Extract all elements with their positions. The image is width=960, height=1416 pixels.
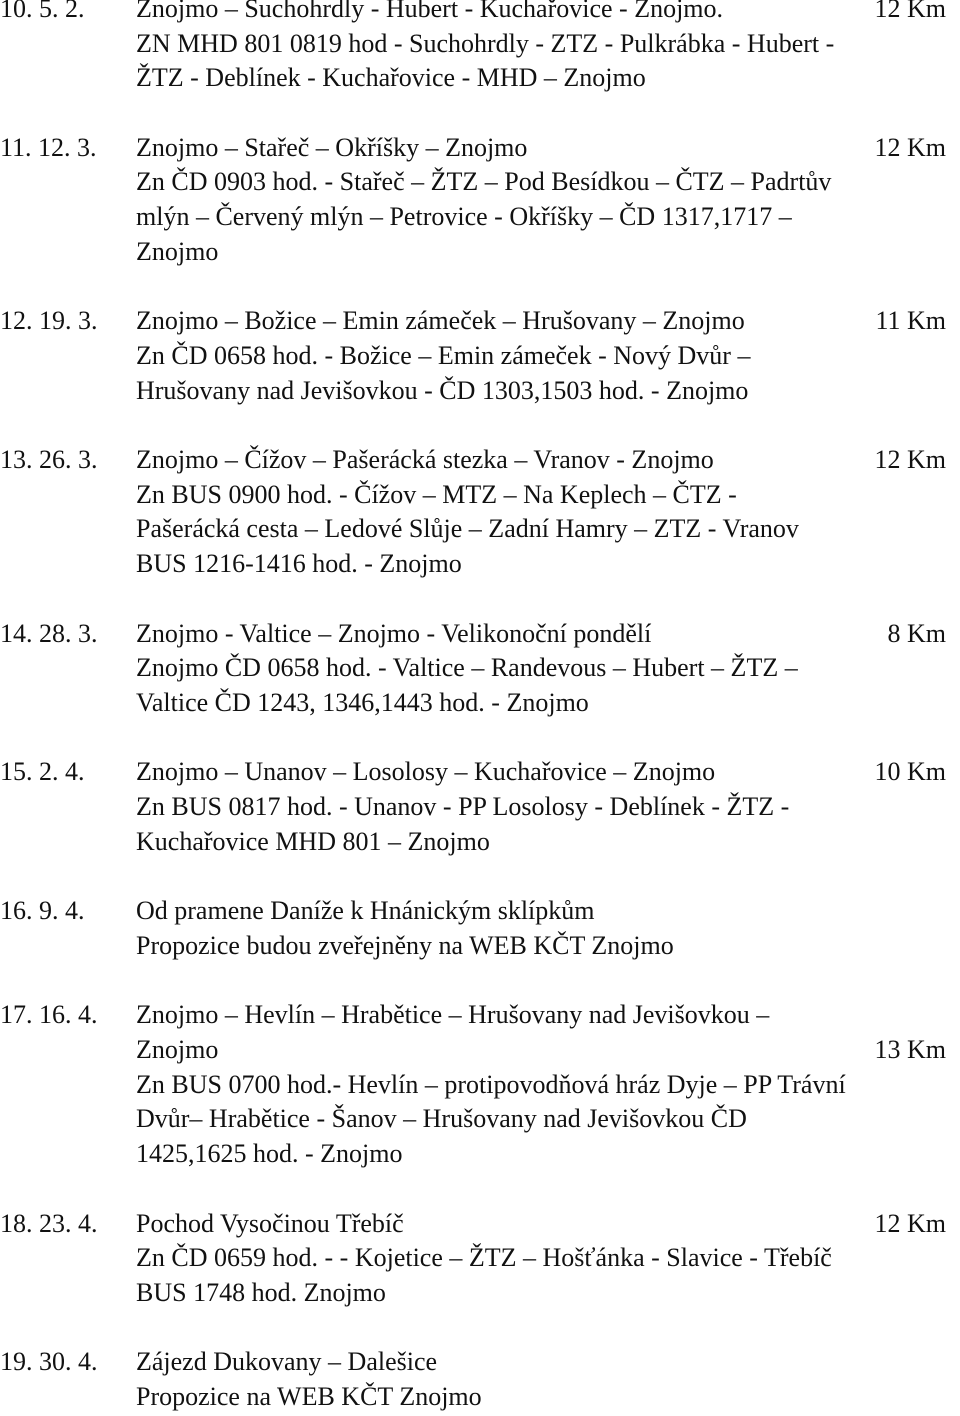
- entry-detail-line: Zn BUS 0700 hod.- Hevlín – protipovodňová hráz Dyje – PP Trávní: [136, 1069, 846, 1099]
- entry-title: Znojmo - Valtice – Znojmo - Velikonoční pondělí: [136, 618, 652, 648]
- schedule-entry: [0, 443, 960, 582]
- entry-number-date: 18. 23. 4.: [0, 1208, 98, 1238]
- entry-detail-line: Propozice budou zveřejněny na WEB KČT Znojmo: [136, 930, 674, 960]
- schedule-entry: [0, 131, 960, 270]
- entry-number-date: 19. 30. 4.: [0, 1347, 98, 1377]
- entry-detail-line: Zn BUS 0900 hod. - Čížov – MTZ – Na Keplech – ČTZ -: [136, 479, 737, 509]
- entry-distance: 12 Km: [874, 1208, 946, 1238]
- schedule-entry: [0, 998, 960, 1172]
- entry-title: Znojmo – Čížov – Pašerácká stezka – Vranov - Znojmo: [136, 445, 714, 475]
- entry-title: Znojmo – Božice – Emin zámeček – Hrušovany – Znojmo: [136, 306, 745, 336]
- schedule-entry: [0, 755, 960, 859]
- entry-distance: 8 Km: [887, 618, 946, 648]
- entry-title: Znojmo – Unanov – Losolosy – Kuchařovice – Znojmo: [136, 757, 716, 787]
- entry-distance: 12 Km: [874, 445, 946, 475]
- entry-title: Znojmo – Hevlín – Hrabětice – Hrušovany nad Jevišovkou –: [136, 1000, 770, 1030]
- schedule-entry: [0, 304, 960, 408]
- entry-detail-line: Propozice na WEB KČT Znojmo: [136, 1381, 482, 1411]
- schedule-entry: [0, 1207, 960, 1311]
- entry-number-date: 13. 26. 3.: [0, 445, 98, 475]
- entry-distance: 13 Km: [874, 1034, 946, 1064]
- entry-number-date: 12. 19. 3.: [0, 306, 98, 336]
- schedule-entry: [0, 617, 960, 721]
- entry-detail-line: Pašerácká cesta – Ledové Slůje – Zadní Hamry – ZTZ - Vranov: [136, 514, 799, 544]
- entry-detail-line: Zn ČD 0903 hod. - Stařeč – ŽTZ – Pod Besídkou – ČTZ – Padrtův: [136, 167, 832, 197]
- schedule-entry: [0, 1345, 960, 1414]
- entry-detail-line: ŽTZ - Deblínek - Kuchařovice - MHD – Znojmo: [136, 63, 646, 93]
- entry-title: Zájezd Dukovany – Dalešice: [136, 1347, 438, 1377]
- entry-detail-line: BUS 1748 hod. Znojmo: [136, 1277, 386, 1307]
- entry-distance: 11 Km: [875, 306, 946, 336]
- entry-number-date: 10. 5. 2.: [0, 0, 85, 23]
- entry-number-date: 17. 16. 4.: [0, 1000, 98, 1030]
- entry-detail-line: Znojmo: [136, 1034, 219, 1064]
- entry-detail-line: Znojmo: [136, 236, 219, 266]
- entry-distance: 10 Km: [874, 757, 946, 787]
- entry-detail-line: 1425,1625 hod. - Znojmo: [136, 1139, 403, 1169]
- schedule-entry: [0, 0, 960, 96]
- entry-detail-line: Zn BUS 0817 hod. - Unanov - PP Losolosy - Deblínek - ŽTZ -: [136, 792, 790, 822]
- schedule-entry: [0, 894, 960, 963]
- entry-number-date: 11. 12. 3.: [0, 132, 97, 162]
- entry-title: Znojmo – Suchohrdly - Hubert - Kuchařovice - Znojmo.: [136, 0, 724, 23]
- entry-title: Znojmo – Stařeč – Okříšky – Znojmo: [136, 132, 528, 162]
- entry-detail-line: BUS 1216-1416 hod. - Znojmo: [136, 549, 462, 579]
- entry-distance: 12 Km: [874, 132, 946, 162]
- entry-number-date: 14. 28. 3.: [0, 618, 98, 648]
- entry-detail-line: Hrušovany nad Jevišovkou - ČD 1303,1503 hod. - Znojmo: [136, 375, 749, 405]
- entry-number-date: 16. 9. 4.: [0, 896, 85, 926]
- entry-distance: 12 Km: [874, 0, 946, 23]
- entry-detail-line: Zn ČD 0659 hod. - - Kojetice – ŽTZ – Hošťánka - Slavice - Třebíč: [136, 1243, 832, 1273]
- entry-detail-line: Znojmo ČD 0658 hod. - Valtice – Randevous – Hubert – ŽTZ –: [136, 653, 798, 683]
- entry-detail-line: Valtice ČD 1243, 1346,1443 hod. - Znojmo: [136, 687, 589, 717]
- entry-detail-line: ZN MHD 801 0819 hod - Suchohrdly - ZTZ - Pulkrábka - Hubert -: [136, 28, 835, 58]
- entry-detail-line: Dvůr– Hrabětice - Šanov – Hrušovany nad Jevišovkou ČD: [136, 1104, 747, 1134]
- entry-detail-line: Zn ČD 0658 hod. - Božice – Emin zámeček - Nový Dvůr –: [136, 340, 751, 370]
- entry-title: Pochod Vysočinou Třebíč: [136, 1208, 404, 1238]
- entry-detail-line: Kuchařovice MHD 801 – Znojmo: [136, 826, 490, 856]
- entry-title: Od pramene Daníže k Hnánickým sklípkům: [136, 896, 595, 926]
- entry-number-date: 15. 2. 4.: [0, 757, 85, 787]
- entry-detail-line: mlýn – Červený mlýn – Petrovice - Okříšky – ČD 1317,1717 –: [136, 202, 792, 232]
